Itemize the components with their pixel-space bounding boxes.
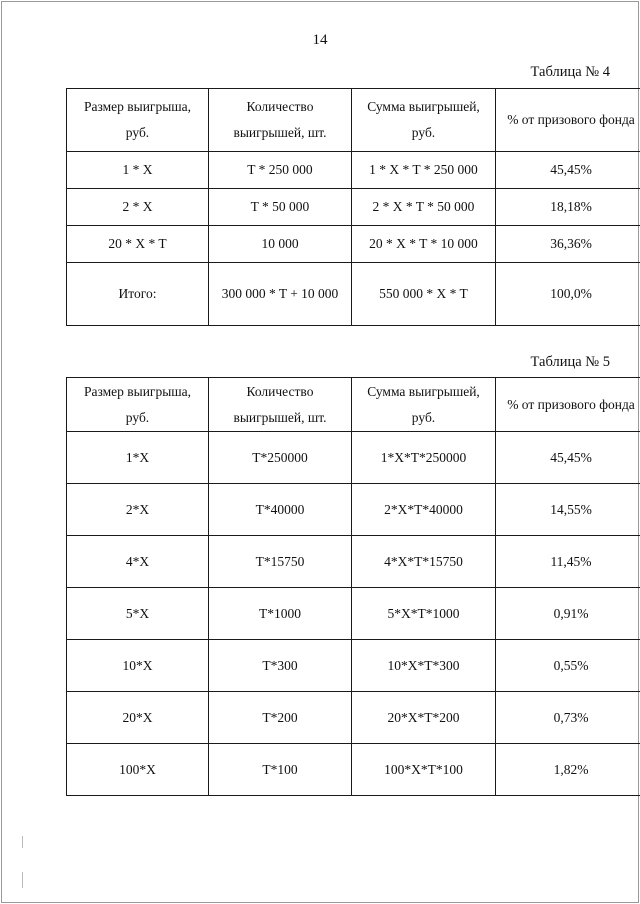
table-row — [67, 588, 640, 640]
table-cell: 2 * X * T * 50 000 — [352, 189, 496, 226]
table-cell: 2 * X — [67, 189, 209, 226]
table-row — [67, 226, 640, 263]
table-cell: 2*X — [67, 484, 209, 536]
header-cell-prize-count: Количество выигрышей, шт. — [209, 89, 352, 152]
table-cell: 20*X*T*200 — [352, 692, 496, 744]
scan-artifact-mark — [22, 872, 23, 888]
table-cell: 1 * X — [67, 152, 209, 189]
table-cell: 20 * X * T * 10 000 — [352, 226, 496, 263]
table-cell: T*200 — [209, 692, 352, 744]
table-4-caption: Таблица № 4 — [530, 64, 610, 80]
table-cell: 0,91% — [496, 588, 640, 640]
page-number: 14 — [312, 32, 328, 48]
table-cell: 1*X*T*250000 — [352, 432, 496, 484]
table-cell: T * 50 000 — [209, 189, 352, 226]
table-total-row — [67, 263, 640, 326]
table-cell: 2*X*T*40000 — [352, 484, 496, 536]
table-cell: 4*X*T*15750 — [352, 536, 496, 588]
header-cell-prize-fund-percent: % от призового фонда — [496, 378, 640, 432]
table-cell: T*300 — [209, 640, 352, 692]
table-cell: 0,55% — [496, 640, 640, 692]
table-row — [67, 640, 640, 692]
scan-artifact-mark — [22, 836, 23, 848]
table-cell: Итого: — [67, 263, 209, 326]
table-cell: 20*X — [67, 692, 209, 744]
table-cell: 1,82% — [496, 744, 640, 796]
table-cell: 10*X*T*300 — [352, 640, 496, 692]
table-header-row — [67, 89, 640, 152]
table-cell: T*15750 — [209, 536, 352, 588]
table-cell: 11,45% — [496, 536, 640, 588]
header-cell-prize-size: Размер выигрыша, руб. — [67, 378, 209, 432]
table-cell: 100*X — [67, 744, 209, 796]
table-row — [67, 692, 640, 744]
table-cell: 4*X — [67, 536, 209, 588]
table-row — [67, 484, 640, 536]
table-cell: T*40000 — [209, 484, 352, 536]
table-cell: 36,36% — [496, 226, 640, 263]
table-row — [67, 152, 640, 189]
table-cell: 5*X*T*1000 — [352, 588, 496, 640]
table-cell: 100,0% — [496, 263, 640, 326]
prize-table-5 — [66, 377, 640, 796]
table-row — [67, 536, 640, 588]
table-row — [67, 744, 640, 796]
table-cell: 10 000 — [209, 226, 352, 263]
table-cell: 0,73% — [496, 692, 640, 744]
table-cell: 18,18% — [496, 189, 640, 226]
table-cell: 45,45% — [496, 432, 640, 484]
table-cell: T*250000 — [209, 432, 352, 484]
table-cell: 300 000 * T + 10 000 — [209, 263, 352, 326]
prize-table-4 — [66, 88, 640, 326]
table-header-row — [67, 378, 640, 432]
table-cell: 14,55% — [496, 484, 640, 536]
table-cell: 100*X*T*100 — [352, 744, 496, 796]
table-5-caption: Таблица № 5 — [530, 354, 610, 370]
table-row — [67, 432, 640, 484]
header-cell-prize-sum: Сумма выигрышей, руб. — [352, 378, 496, 432]
header-cell-prize-sum: Сумма выигрышей, руб. — [352, 89, 496, 152]
table-cell: 5*X — [67, 588, 209, 640]
header-cell-prize-count: Количество выигрышей, шт. — [209, 378, 352, 432]
header-cell-prize-fund-percent: % от призового фонда — [496, 89, 640, 152]
table-row — [67, 189, 640, 226]
table-cell: T*1000 — [209, 588, 352, 640]
table-cell: 10*X — [67, 640, 209, 692]
table-cell: T * 250 000 — [209, 152, 352, 189]
table-cell: 45,45% — [496, 152, 640, 189]
table-cell: 550 000 * X * T — [352, 263, 496, 326]
table-cell: 20 * X * T — [67, 226, 209, 263]
table-cell: T*100 — [209, 744, 352, 796]
table-cell: 1*X — [67, 432, 209, 484]
table-cell: 1 * X * T * 250 000 — [352, 152, 496, 189]
header-cell-prize-size: Размер выигрыша, руб. — [67, 89, 209, 152]
